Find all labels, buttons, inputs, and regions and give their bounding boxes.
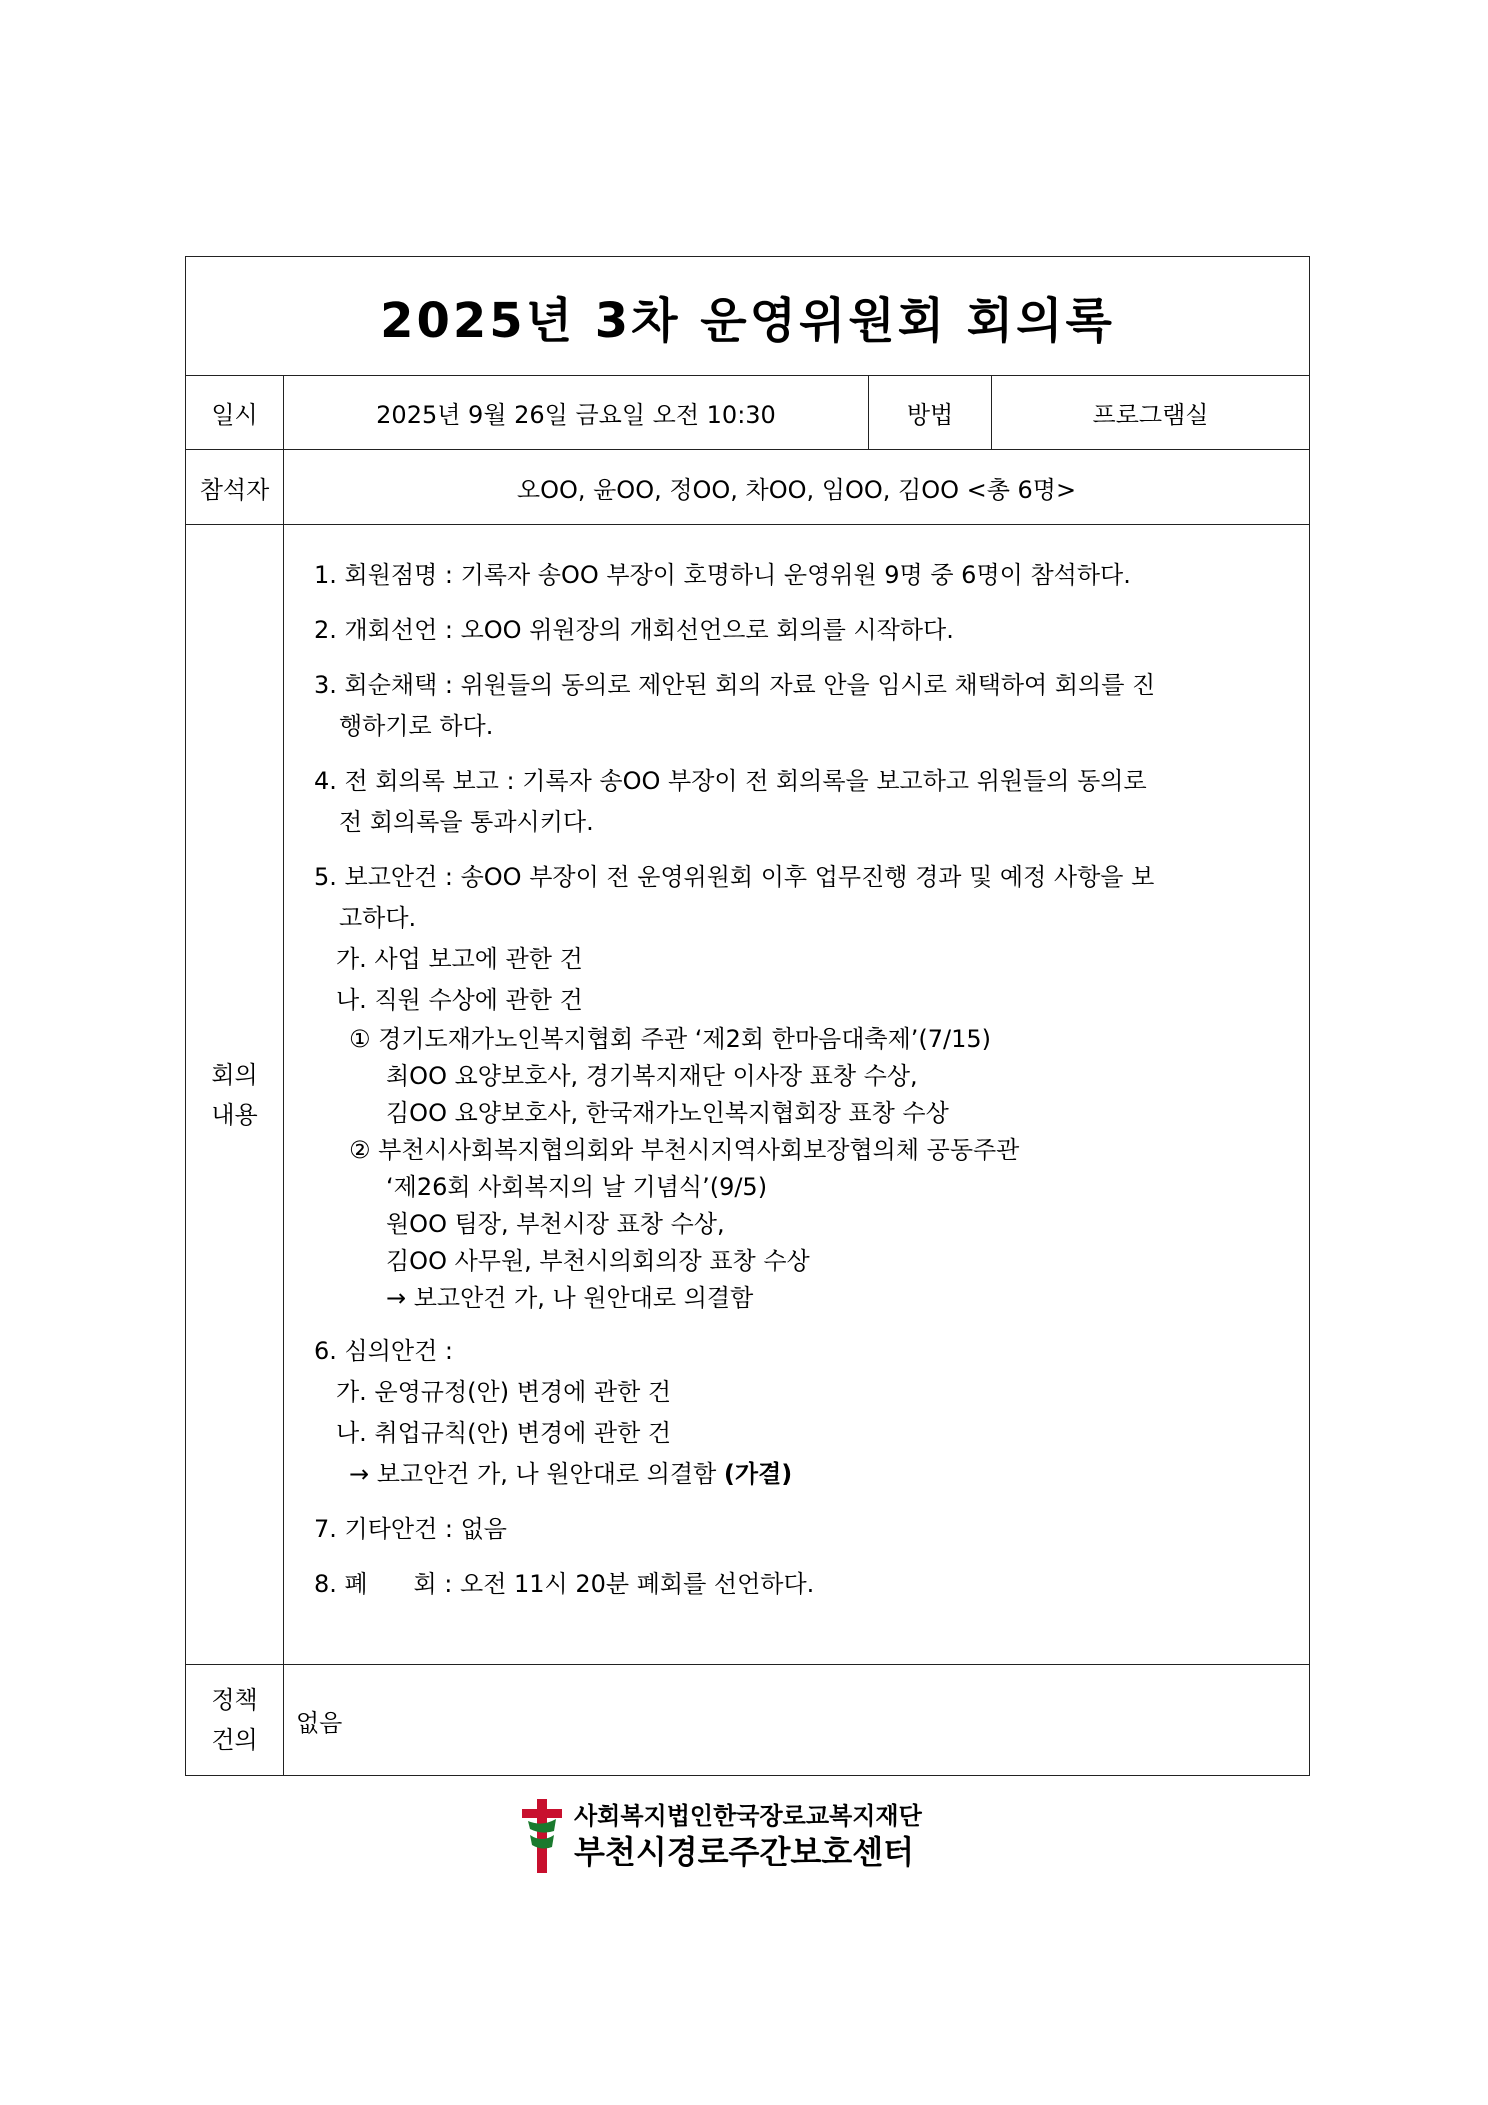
resolution-note: → 보고안건 가, 나 원안대로 의결함 (386, 1284, 754, 1312)
date-label: 일시 (186, 375, 284, 449)
minutes-item: 6. 심의안건 : (314, 1337, 453, 1365)
minutes-label-line1: 회의 (211, 1060, 258, 1089)
minutes-content (284, 525, 1309, 1664)
minutes-item: 4. 전 회의록 보고 : 기록자 송OO 부장이 전 회의록을 보고하고 위원들의 동의로 (314, 767, 1147, 795)
minutes-item: 1. 회원점명 : 기록자 송OO 부장이 호명하니 운영위원 9명 중 6명이 참석하다. (314, 561, 1131, 589)
minutes-label (186, 525, 284, 1664)
minutes-item: 고하다. (339, 904, 417, 932)
minutes-subitem: 나. 직원 수상에 관한 건 (336, 986, 583, 1014)
minutes-item: 3. 회순채택 : 위원들의 동의로 제안된 회의 자료 안을 임시로 채택하여 회의를 진 (314, 671, 1156, 699)
minutes-subitem: 가. 운영규정(안) 변경에 관한 건 (336, 1378, 672, 1406)
method-label: 방법 (869, 375, 992, 449)
resolution-text: → 보고안건 가, 나 원안대로 의결함 (349, 1460, 717, 1488)
minutes-item: 행하기로 하다. (339, 712, 494, 740)
date-row (186, 375, 1309, 450)
attendees-row (186, 450, 1309, 525)
cross-logo-icon (520, 1799, 564, 1873)
passed-badge: (가결) (723, 1460, 793, 1488)
policy-label-line1: 정책 (211, 1686, 258, 1714)
minutes-label-line2: 내용 (211, 1100, 258, 1129)
title-row (186, 257, 1309, 376)
award-detail: ‘제26회 사회복지의 날 기념식’(9/5) (386, 1173, 768, 1201)
method-value: 프로그램실 (1092, 400, 1209, 429)
policy-value: 없음 (296, 1708, 343, 1737)
minutes-subitem: 가. 사업 보고에 관한 건 (336, 945, 583, 973)
document-title: 2025년 3차 운영위원회 회의록 (380, 292, 1115, 349)
attendees-label: 참석자 (186, 450, 284, 524)
award-detail: 원OO 팀장, 부천시장 표창 수상, (386, 1210, 725, 1238)
footer (520, 1796, 922, 1876)
award-item: ① 경기도재가노인복지협회 주관 ‘제2회 한마음대축제’(7/15) (349, 1025, 992, 1053)
minutes-document (185, 256, 1310, 1776)
policy-label-line2: 건의 (211, 1726, 258, 1754)
award-detail: 최OO 요양보호사, 경기복지재단 이사장 표창 수상, (386, 1062, 918, 1090)
award-detail: 김OO 요양보호사, 한국재가노인복지협회장 표창 수상 (386, 1099, 949, 1127)
minutes-subitem: 나. 취업규칙(안) 변경에 관한 건 (336, 1419, 672, 1447)
minutes-item: 2. 개회선언 : 오OO 위원장의 개회선언으로 회의를 시작하다. (314, 616, 954, 644)
minutes-item: 7. 기타안건 : 없음 (314, 1515, 507, 1543)
policy-label (186, 1665, 284, 1775)
attendees-value: 오OO, 윤OO, 정OO, 차OO, 임OO, 김OO <총 6명> (516, 475, 1077, 504)
footer-org (574, 1800, 922, 1872)
minutes-item: 5. 보고안건 : 송OO 부장이 전 운영위원회 이후 업무진행 경과 및 예정 사항을 보 (314, 863, 1155, 891)
minutes-row (186, 525, 1309, 1665)
center-name: 부천시경로주간보호센터 (574, 1833, 915, 1871)
award-item: ② 부천시사회복지협의회와 부천시지역사회보장협의체 공동주관 (349, 1136, 1020, 1164)
resolution-note (314, 1454, 1309, 1495)
minutes-item: 전 회의록을 통과시키다. (339, 808, 594, 836)
policy-row (186, 1665, 1309, 1775)
award-detail: 김OO 사무원, 부천시의회의장 표창 수상 (386, 1247, 810, 1275)
foundation-name: 사회복지법인한국장로교복지재단 (574, 1802, 922, 1830)
date-value: 2025년 9월 26일 금요일 오전 10:30 (284, 375, 869, 449)
minutes-item: 8. 폐 회 : 오전 11시 20분 폐회를 선언하다. (314, 1570, 815, 1598)
